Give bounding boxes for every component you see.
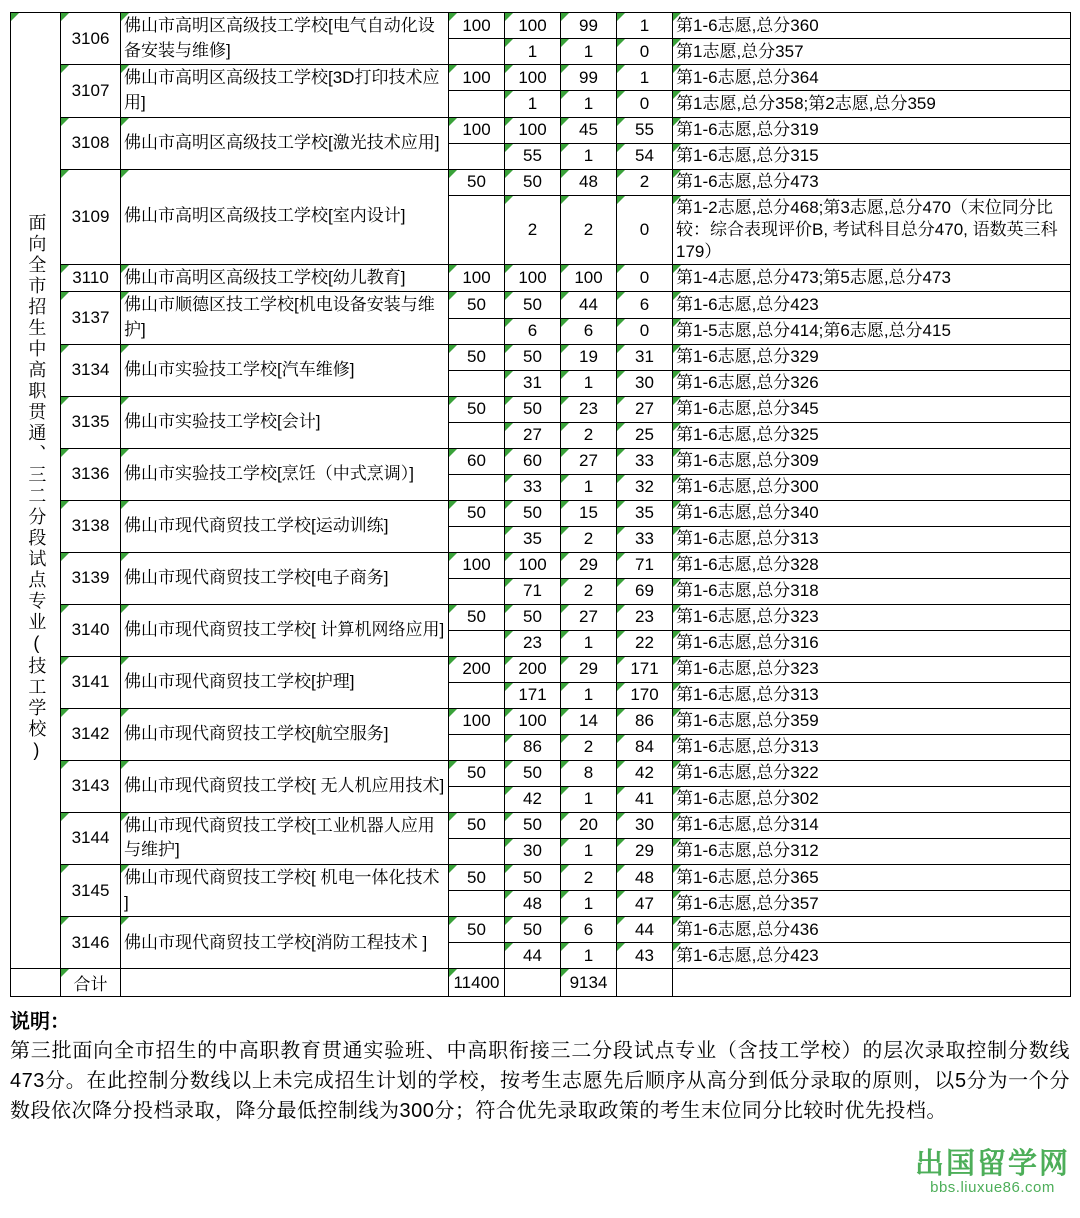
value-cell: 71	[505, 578, 561, 604]
remark-cell: 第1-6志愿,总分322	[673, 760, 1071, 786]
table-row	[11, 812, 1071, 838]
value-cell: 31	[617, 344, 673, 370]
remark-cell: 第1-6志愿,总分328	[673, 552, 1071, 578]
value-cell	[449, 91, 505, 117]
value-cell: 29	[561, 552, 617, 578]
school-name: 佛山市现代商贸技工学校[ 机电一体化技术 ]	[121, 865, 449, 917]
value-cell: 2	[617, 169, 673, 195]
value-cell: 44	[505, 943, 561, 969]
value-cell: 60	[449, 448, 505, 474]
value-cell: 54	[617, 143, 673, 169]
notes-section	[10, 1005, 1070, 1126]
school-name: 佛山市现代商贸技工学校[航空服务]	[121, 708, 449, 760]
table-row	[11, 917, 1071, 943]
value-cell: 29	[561, 656, 617, 682]
school-code: 3145	[61, 865, 121, 917]
notes-title: 说明：	[10, 1011, 70, 1034]
value-cell: 33	[505, 474, 561, 500]
value-cell: 0	[617, 39, 673, 65]
remark-cell: 第1-6志愿,总分312	[673, 838, 1071, 864]
value-cell	[449, 39, 505, 65]
value-cell: 1	[561, 682, 617, 708]
value-cell: 100	[449, 65, 505, 91]
school-code: 3146	[61, 917, 121, 969]
value-cell: 100	[505, 708, 561, 734]
school-name: 佛山市高明区高级技工学校[激光技术应用]	[121, 117, 449, 169]
remark-cell: 第1-6志愿,总分323	[673, 604, 1071, 630]
school-code: 3143	[61, 760, 121, 812]
value-cell: 84	[617, 734, 673, 760]
value-cell	[449, 526, 505, 552]
value-cell: 15	[561, 500, 617, 526]
value-cell: 100	[561, 264, 617, 292]
remark-cell: 第1-6志愿,总分473	[673, 169, 1071, 195]
remark-cell: 第1-6志愿,总分423	[673, 292, 1071, 318]
value-cell: 6	[561, 318, 617, 344]
value-cell: 1	[561, 838, 617, 864]
table-row	[11, 448, 1071, 474]
value-cell: 45	[561, 117, 617, 143]
value-cell: 0	[617, 318, 673, 344]
school-name: 佛山市顺德区技工学校[机电设备安装与维护]	[121, 292, 449, 344]
value-cell: 2	[561, 526, 617, 552]
value-cell: 50	[449, 344, 505, 370]
value-cell: 30	[617, 812, 673, 838]
results-table-body	[11, 13, 1071, 997]
value-cell: 1	[561, 474, 617, 500]
remark-cell: 第1-6志愿,总分314	[673, 812, 1071, 838]
watermark-url: bbs.liuxue86.com	[930, 1179, 1055, 1196]
school-code: 3137	[61, 292, 121, 344]
school-code: 3106	[61, 13, 121, 65]
remark-cell: 第1-2志愿,总分468;第3志愿,总分470（末位同分比较：综合表现评价B, 考试科目总分470, 语数英三科179）	[673, 195, 1071, 264]
value-cell: 35	[505, 526, 561, 552]
value-cell: 35	[617, 500, 673, 526]
value-cell: 23	[505, 630, 561, 656]
remark-cell: 第1-5志愿,总分414;第6志愿,总分415	[673, 318, 1071, 344]
value-cell: 23	[617, 604, 673, 630]
value-cell: 33	[617, 526, 673, 552]
value-cell	[449, 422, 505, 448]
value-cell: 200	[449, 656, 505, 682]
value-cell: 50	[449, 865, 505, 891]
school-code: 3140	[61, 604, 121, 656]
value-cell: 27	[561, 604, 617, 630]
value-cell: 50	[505, 344, 561, 370]
remark-cell: 第1-6志愿,总分423	[673, 943, 1071, 969]
value-cell: 100	[449, 13, 505, 39]
school-name: 佛山市现代商贸技工学校[电子商务]	[121, 552, 449, 604]
value-cell: 50	[449, 760, 505, 786]
remark-cell: 第1-6志愿,总分316	[673, 630, 1071, 656]
table-row	[11, 865, 1071, 891]
table-row	[11, 65, 1071, 91]
value-cell: 42	[505, 786, 561, 812]
value-cell: 100	[449, 552, 505, 578]
value-cell: 6	[505, 318, 561, 344]
value-cell: 22	[617, 630, 673, 656]
value-cell: 86	[617, 708, 673, 734]
total-name-cell	[121, 969, 449, 997]
value-cell: 1	[561, 891, 617, 917]
value-cell: 50	[505, 169, 561, 195]
value-cell: 1	[561, 39, 617, 65]
table-row	[11, 169, 1071, 195]
value-cell: 69	[617, 578, 673, 604]
school-code: 3141	[61, 656, 121, 708]
value-cell	[449, 630, 505, 656]
value-cell: 1	[561, 786, 617, 812]
value-cell: 32	[617, 474, 673, 500]
table-row	[11, 604, 1071, 630]
value-cell: 100	[449, 708, 505, 734]
value-cell: 31	[505, 370, 561, 396]
value-cell: 19	[561, 344, 617, 370]
remark-cell: 第1-6志愿,总分345	[673, 396, 1071, 422]
value-cell: 0	[617, 91, 673, 117]
remark-cell: 第1志愿,总分357	[673, 39, 1071, 65]
value-cell: 100	[505, 117, 561, 143]
value-cell	[449, 682, 505, 708]
value-cell: 27	[561, 448, 617, 474]
value-cell: 43	[617, 943, 673, 969]
value-cell: 100	[505, 552, 561, 578]
value-cell: 1	[505, 39, 561, 65]
value-cell: 71	[617, 552, 673, 578]
value-cell: 2	[561, 578, 617, 604]
value-cell: 1	[561, 143, 617, 169]
value-cell: 200	[505, 656, 561, 682]
table-row	[11, 552, 1071, 578]
value-cell	[449, 891, 505, 917]
value-cell: 48	[561, 169, 617, 195]
value-cell: 48	[505, 891, 561, 917]
remark-cell: 第1-6志愿,总分302	[673, 786, 1071, 812]
value-cell	[449, 578, 505, 604]
value-cell: 50	[449, 604, 505, 630]
value-cell: 1	[617, 65, 673, 91]
value-cell: 8	[561, 760, 617, 786]
notes-body: 第三批面向全市招生的中高职教育贯通实验班、中高职衔接三二分段试点专业（含技工学校）的层次录取控制分数线473分。在此控制分数线以上未完成招生计划的学校，按考生志愿先后顺序从高分到低分录取的原则，以5分为一个分数段依次降分投档录取，降分最低控制线为300分；符合优先录取政策的考生末位同分比较时优先投档。	[10, 1040, 1070, 1123]
value-cell: 33	[617, 448, 673, 474]
value-cell: 27	[505, 422, 561, 448]
total-value-cell: 11400	[449, 969, 505, 997]
table-row	[11, 396, 1071, 422]
value-cell: 100	[505, 13, 561, 39]
value-cell: 50	[505, 292, 561, 318]
value-cell	[449, 786, 505, 812]
school-code: 3142	[61, 708, 121, 760]
category-empty-cell	[11, 969, 61, 997]
value-cell: 50	[449, 292, 505, 318]
value-cell: 1	[561, 91, 617, 117]
value-cell: 50	[449, 169, 505, 195]
value-cell: 6	[561, 917, 617, 943]
value-cell: 50	[505, 760, 561, 786]
category-cell	[11, 13, 61, 969]
school-code: 3135	[61, 396, 121, 448]
value-cell: 27	[617, 396, 673, 422]
remark-cell: 第1-6志愿,总分325	[673, 422, 1071, 448]
value-cell: 100	[505, 264, 561, 292]
value-cell: 2	[561, 865, 617, 891]
value-cell: 171	[617, 656, 673, 682]
table-row	[11, 760, 1071, 786]
remark-cell: 第1-6志愿,总分340	[673, 500, 1071, 526]
value-cell: 14	[561, 708, 617, 734]
school-code: 3134	[61, 344, 121, 396]
school-code: 3136	[61, 448, 121, 500]
value-cell: 86	[505, 734, 561, 760]
remark-cell: 第1-6志愿,总分326	[673, 370, 1071, 396]
value-cell: 50	[505, 865, 561, 891]
school-name: 佛山市高明区高级技工学校[3D打印技术应用]	[121, 65, 449, 117]
value-cell	[449, 195, 505, 264]
value-cell: 2	[561, 422, 617, 448]
school-code: 3110	[61, 264, 121, 292]
value-cell: 1	[505, 91, 561, 117]
school-code: 3109	[61, 169, 121, 264]
value-cell	[449, 143, 505, 169]
admission-results-table	[10, 12, 1071, 997]
total-label: 合计	[61, 969, 121, 997]
value-cell	[449, 734, 505, 760]
total-row	[11, 969, 1071, 997]
table-row	[11, 708, 1071, 734]
value-cell: 55	[505, 143, 561, 169]
value-cell: 1	[561, 370, 617, 396]
value-cell: 30	[505, 838, 561, 864]
remark-cell: 第1-6志愿,总分329	[673, 344, 1071, 370]
value-cell: 60	[505, 448, 561, 474]
value-cell: 23	[561, 396, 617, 422]
value-cell: 41	[617, 786, 673, 812]
value-cell: 100	[505, 65, 561, 91]
value-cell: 50	[449, 917, 505, 943]
total-remark-cell	[673, 969, 1071, 997]
school-name: 佛山市现代商贸技工学校[消防工程技术 ]	[121, 917, 449, 969]
value-cell: 6	[617, 292, 673, 318]
value-cell: 50	[449, 396, 505, 422]
value-cell: 50	[449, 812, 505, 838]
remark-cell: 第1-6志愿,总分365	[673, 865, 1071, 891]
value-cell: 2	[505, 195, 561, 264]
total-value-cell	[505, 969, 561, 997]
school-code: 3107	[61, 65, 121, 117]
value-cell: 30	[617, 370, 673, 396]
table-row	[11, 13, 1071, 39]
school-name: 佛山市实验技工学校[烹饪（中式烹调）]	[121, 448, 449, 500]
value-cell: 20	[561, 812, 617, 838]
school-name: 佛山市现代商贸技工学校[护理]	[121, 656, 449, 708]
value-cell: 171	[505, 682, 561, 708]
value-cell: 0	[617, 195, 673, 264]
school-name: 佛山市现代商贸技工学校[运动训练]	[121, 500, 449, 552]
remark-cell: 第1-6志愿,总分309	[673, 448, 1071, 474]
value-cell: 2	[561, 734, 617, 760]
value-cell	[449, 474, 505, 500]
value-cell: 50	[505, 396, 561, 422]
value-cell: 44	[617, 917, 673, 943]
value-cell: 50	[449, 500, 505, 526]
value-cell	[449, 318, 505, 344]
value-cell	[449, 838, 505, 864]
value-cell: 25	[617, 422, 673, 448]
remark-cell: 第1-6志愿,总分357	[673, 891, 1071, 917]
value-cell: 47	[617, 891, 673, 917]
value-cell: 50	[505, 604, 561, 630]
remark-cell: 第1-6志愿,总分313	[673, 734, 1071, 760]
remark-cell: 第1志愿,总分358;第2志愿,总分359	[673, 91, 1071, 117]
remark-cell: 第1-6志愿,总分319	[673, 117, 1071, 143]
value-cell	[449, 943, 505, 969]
remark-cell: 第1-6志愿,总分360	[673, 13, 1071, 39]
remark-cell: 第1-6志愿,总分364	[673, 65, 1071, 91]
remark-cell: 第1-6志愿,总分313	[673, 682, 1071, 708]
school-code: 3138	[61, 500, 121, 552]
school-name: 佛山市现代商贸技工学校[工业机器人应用与维护]	[121, 812, 449, 864]
value-cell: 100	[449, 264, 505, 292]
value-cell: 29	[617, 838, 673, 864]
watermark	[915, 1149, 1070, 1196]
value-cell: 170	[617, 682, 673, 708]
remark-cell: 第1-6志愿,总分315	[673, 143, 1071, 169]
category-label: 面向全市招生中高职贯通、三二分段试点专业(技工学校)	[26, 213, 47, 764]
value-cell: 42	[617, 760, 673, 786]
value-cell: 50	[505, 812, 561, 838]
remark-cell: 第1-6志愿,总分323	[673, 656, 1071, 682]
table-row	[11, 344, 1071, 370]
value-cell: 99	[561, 13, 617, 39]
school-name: 佛山市高明区高级技工学校[电气自动化设备安装与维修]	[121, 13, 449, 65]
remark-cell: 第1-6志愿,总分300	[673, 474, 1071, 500]
school-name: 佛山市实验技工学校[汽车维修]	[121, 344, 449, 396]
value-cell: 50	[505, 500, 561, 526]
value-cell: 99	[561, 65, 617, 91]
remark-cell: 第1-6志愿,总分313	[673, 526, 1071, 552]
value-cell: 55	[617, 117, 673, 143]
watermark-logo-text: 出国留学网	[914, 1147, 1070, 1180]
remark-cell: 第1-4志愿,总分473;第5志愿,总分473	[673, 264, 1071, 292]
school-name: 佛山市现代商贸技工学校[ 计算机网络应用]	[121, 604, 449, 656]
value-cell	[449, 370, 505, 396]
total-value-cell: 9134	[561, 969, 617, 997]
table-row	[11, 117, 1071, 143]
school-name: 佛山市现代商贸技工学校[ 无人机应用技术]	[121, 760, 449, 812]
value-cell: 2	[561, 195, 617, 264]
remark-cell: 第1-6志愿,总分318	[673, 578, 1071, 604]
school-name: 佛山市高明区高级技工学校[幼儿教育]	[121, 264, 449, 292]
total-value-cell	[617, 969, 673, 997]
school-code: 3139	[61, 552, 121, 604]
school-code: 3108	[61, 117, 121, 169]
remark-cell: 第1-6志愿,总分359	[673, 708, 1071, 734]
value-cell: 50	[505, 917, 561, 943]
school-code: 3144	[61, 812, 121, 864]
value-cell: 1	[561, 943, 617, 969]
value-cell: 44	[561, 292, 617, 318]
value-cell: 48	[617, 865, 673, 891]
value-cell: 1	[617, 13, 673, 39]
school-name: 佛山市高明区高级技工学校[室内设计]	[121, 169, 449, 264]
value-cell: 100	[449, 117, 505, 143]
table-row	[11, 656, 1071, 682]
table-row	[11, 292, 1071, 318]
value-cell: 1	[561, 630, 617, 656]
school-name: 佛山市实验技工学校[会计]	[121, 396, 449, 448]
table-row	[11, 264, 1071, 292]
remark-cell: 第1-6志愿,总分436	[673, 917, 1071, 943]
table-row	[11, 500, 1071, 526]
value-cell: 0	[617, 264, 673, 292]
